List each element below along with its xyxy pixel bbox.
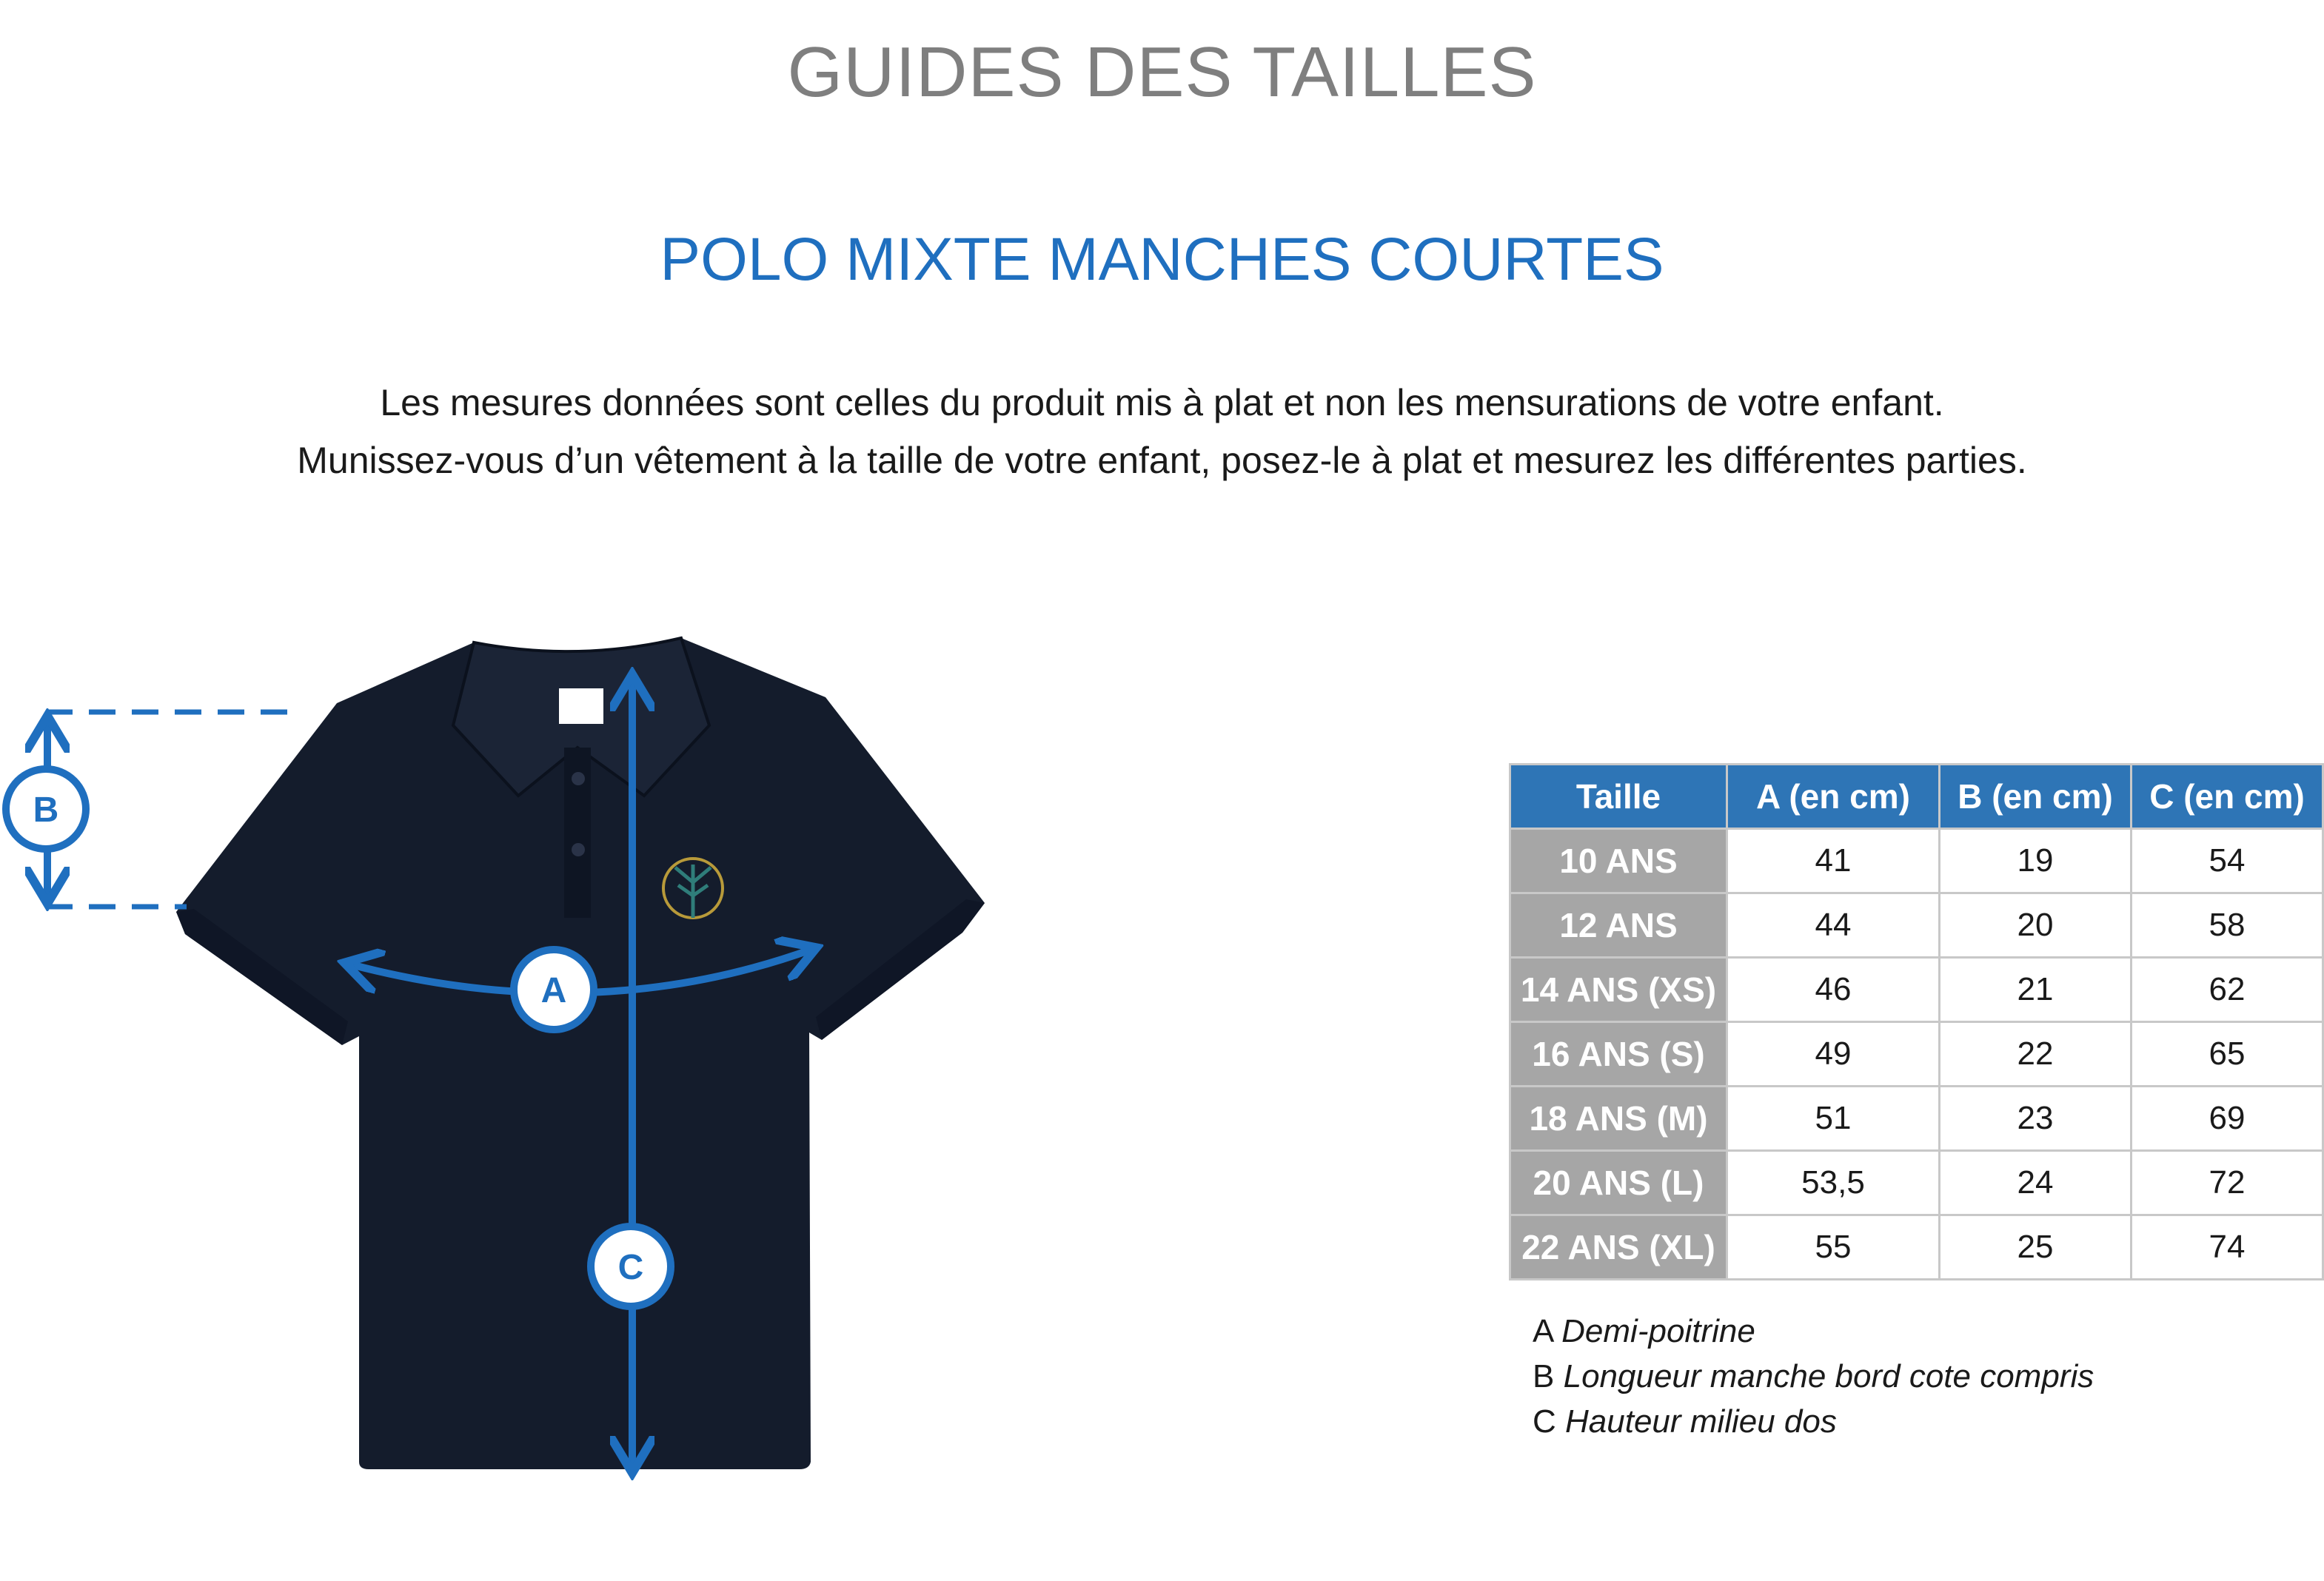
polo-button-1	[572, 772, 585, 785]
size-cell: 20 ANS (L)	[1510, 1151, 1727, 1215]
header-taille: Taille	[1510, 765, 1727, 829]
a-cell: 53,5	[1727, 1151, 1940, 1215]
table-row	[1510, 1022, 2323, 1087]
table-row	[1510, 1151, 2323, 1215]
legend-description: Hauteur milieu dos	[1565, 1403, 1837, 1440]
marker-a-label: A	[540, 971, 567, 1010]
polo-measurement-diagram	[0, 607, 1037, 1495]
b-cell: 24	[1940, 1151, 2132, 1215]
c-cell: 72	[2132, 1151, 2323, 1215]
c-cell: 74	[2132, 1215, 2323, 1280]
size-cell: 22 ANS (XL)	[1510, 1215, 1727, 1280]
c-cell: 62	[2132, 958, 2323, 1022]
b-cell: 25	[1940, 1215, 2132, 1280]
size-table	[1509, 763, 2324, 1280]
size-cell: 10 ANS	[1510, 829, 1727, 893]
c-cell: 65	[2132, 1022, 2323, 1087]
a-cell: 41	[1727, 829, 1940, 893]
a-cell: 55	[1727, 1215, 1940, 1280]
c-cell: 69	[2132, 1087, 2323, 1151]
size-cell: 18 ANS (M)	[1510, 1087, 1727, 1151]
b-cell: 19	[1940, 829, 2132, 893]
marker-b-label: B	[33, 790, 59, 830]
measurement-legend	[1533, 1309, 2094, 1444]
marker-c-label: C	[617, 1248, 644, 1287]
a-cell: 44	[1727, 893, 1940, 958]
c-cell: 58	[2132, 893, 2323, 958]
header-a: A (en cm)	[1727, 765, 1940, 829]
neck-label	[559, 688, 603, 724]
size-cell: 12 ANS	[1510, 893, 1727, 958]
b-cell: 22	[1940, 1022, 2132, 1087]
b-cell: 21	[1940, 958, 2132, 1022]
marker-b	[6, 769, 86, 849]
polo-button-2	[572, 843, 585, 856]
table-row	[1510, 958, 2323, 1022]
a-cell: 51	[1727, 1087, 1940, 1151]
legend-item-b	[1533, 1354, 2094, 1399]
legend-item-a	[1533, 1309, 2094, 1354]
table-row	[1510, 1087, 2323, 1151]
marker-c	[591, 1226, 671, 1306]
intro-text	[0, 374, 2324, 489]
page-title: GUIDES DES TAILLES	[787, 33, 1537, 112]
table-header-row	[1510, 765, 2323, 829]
polo-shirt-image	[176, 638, 985, 1469]
table-row	[1510, 829, 2323, 893]
size-cell: 16 ANS (S)	[1510, 1022, 1727, 1087]
table-row	[1510, 1215, 2323, 1280]
header-b: B (en cm)	[1940, 765, 2132, 829]
legend-item-c	[1533, 1399, 2094, 1444]
intro-line-2: Munissez-vous d’un vêtement à la taille de votre enfant, posez-le à plat et mesurez les différentes parties.	[297, 440, 2027, 481]
legend-letter: A	[1533, 1313, 1553, 1349]
marker-a	[514, 950, 594, 1030]
legend-description: Longueur manche bord cote compris	[1563, 1358, 2094, 1394]
intro-line-1: Les mesures données sont celles du produit mis à plat et non les mensurations de votre enfant.	[380, 382, 1944, 423]
c-cell: 54	[2132, 829, 2323, 893]
product-title: POLO MIXTE MANCHES COURTES	[660, 226, 1664, 293]
table-row	[1510, 893, 2323, 958]
a-cell: 46	[1727, 958, 1940, 1022]
b-cell: 23	[1940, 1087, 2132, 1151]
a-cell: 49	[1727, 1022, 1940, 1087]
b-cell: 20	[1940, 893, 2132, 958]
header-c: C (en cm)	[2132, 765, 2323, 829]
legend-description: Demi-poitrine	[1561, 1313, 1755, 1349]
legend-letter: C	[1533, 1403, 1556, 1440]
legend-letter: B	[1533, 1358, 1555, 1394]
size-cell: 14 ANS (XS)	[1510, 958, 1727, 1022]
